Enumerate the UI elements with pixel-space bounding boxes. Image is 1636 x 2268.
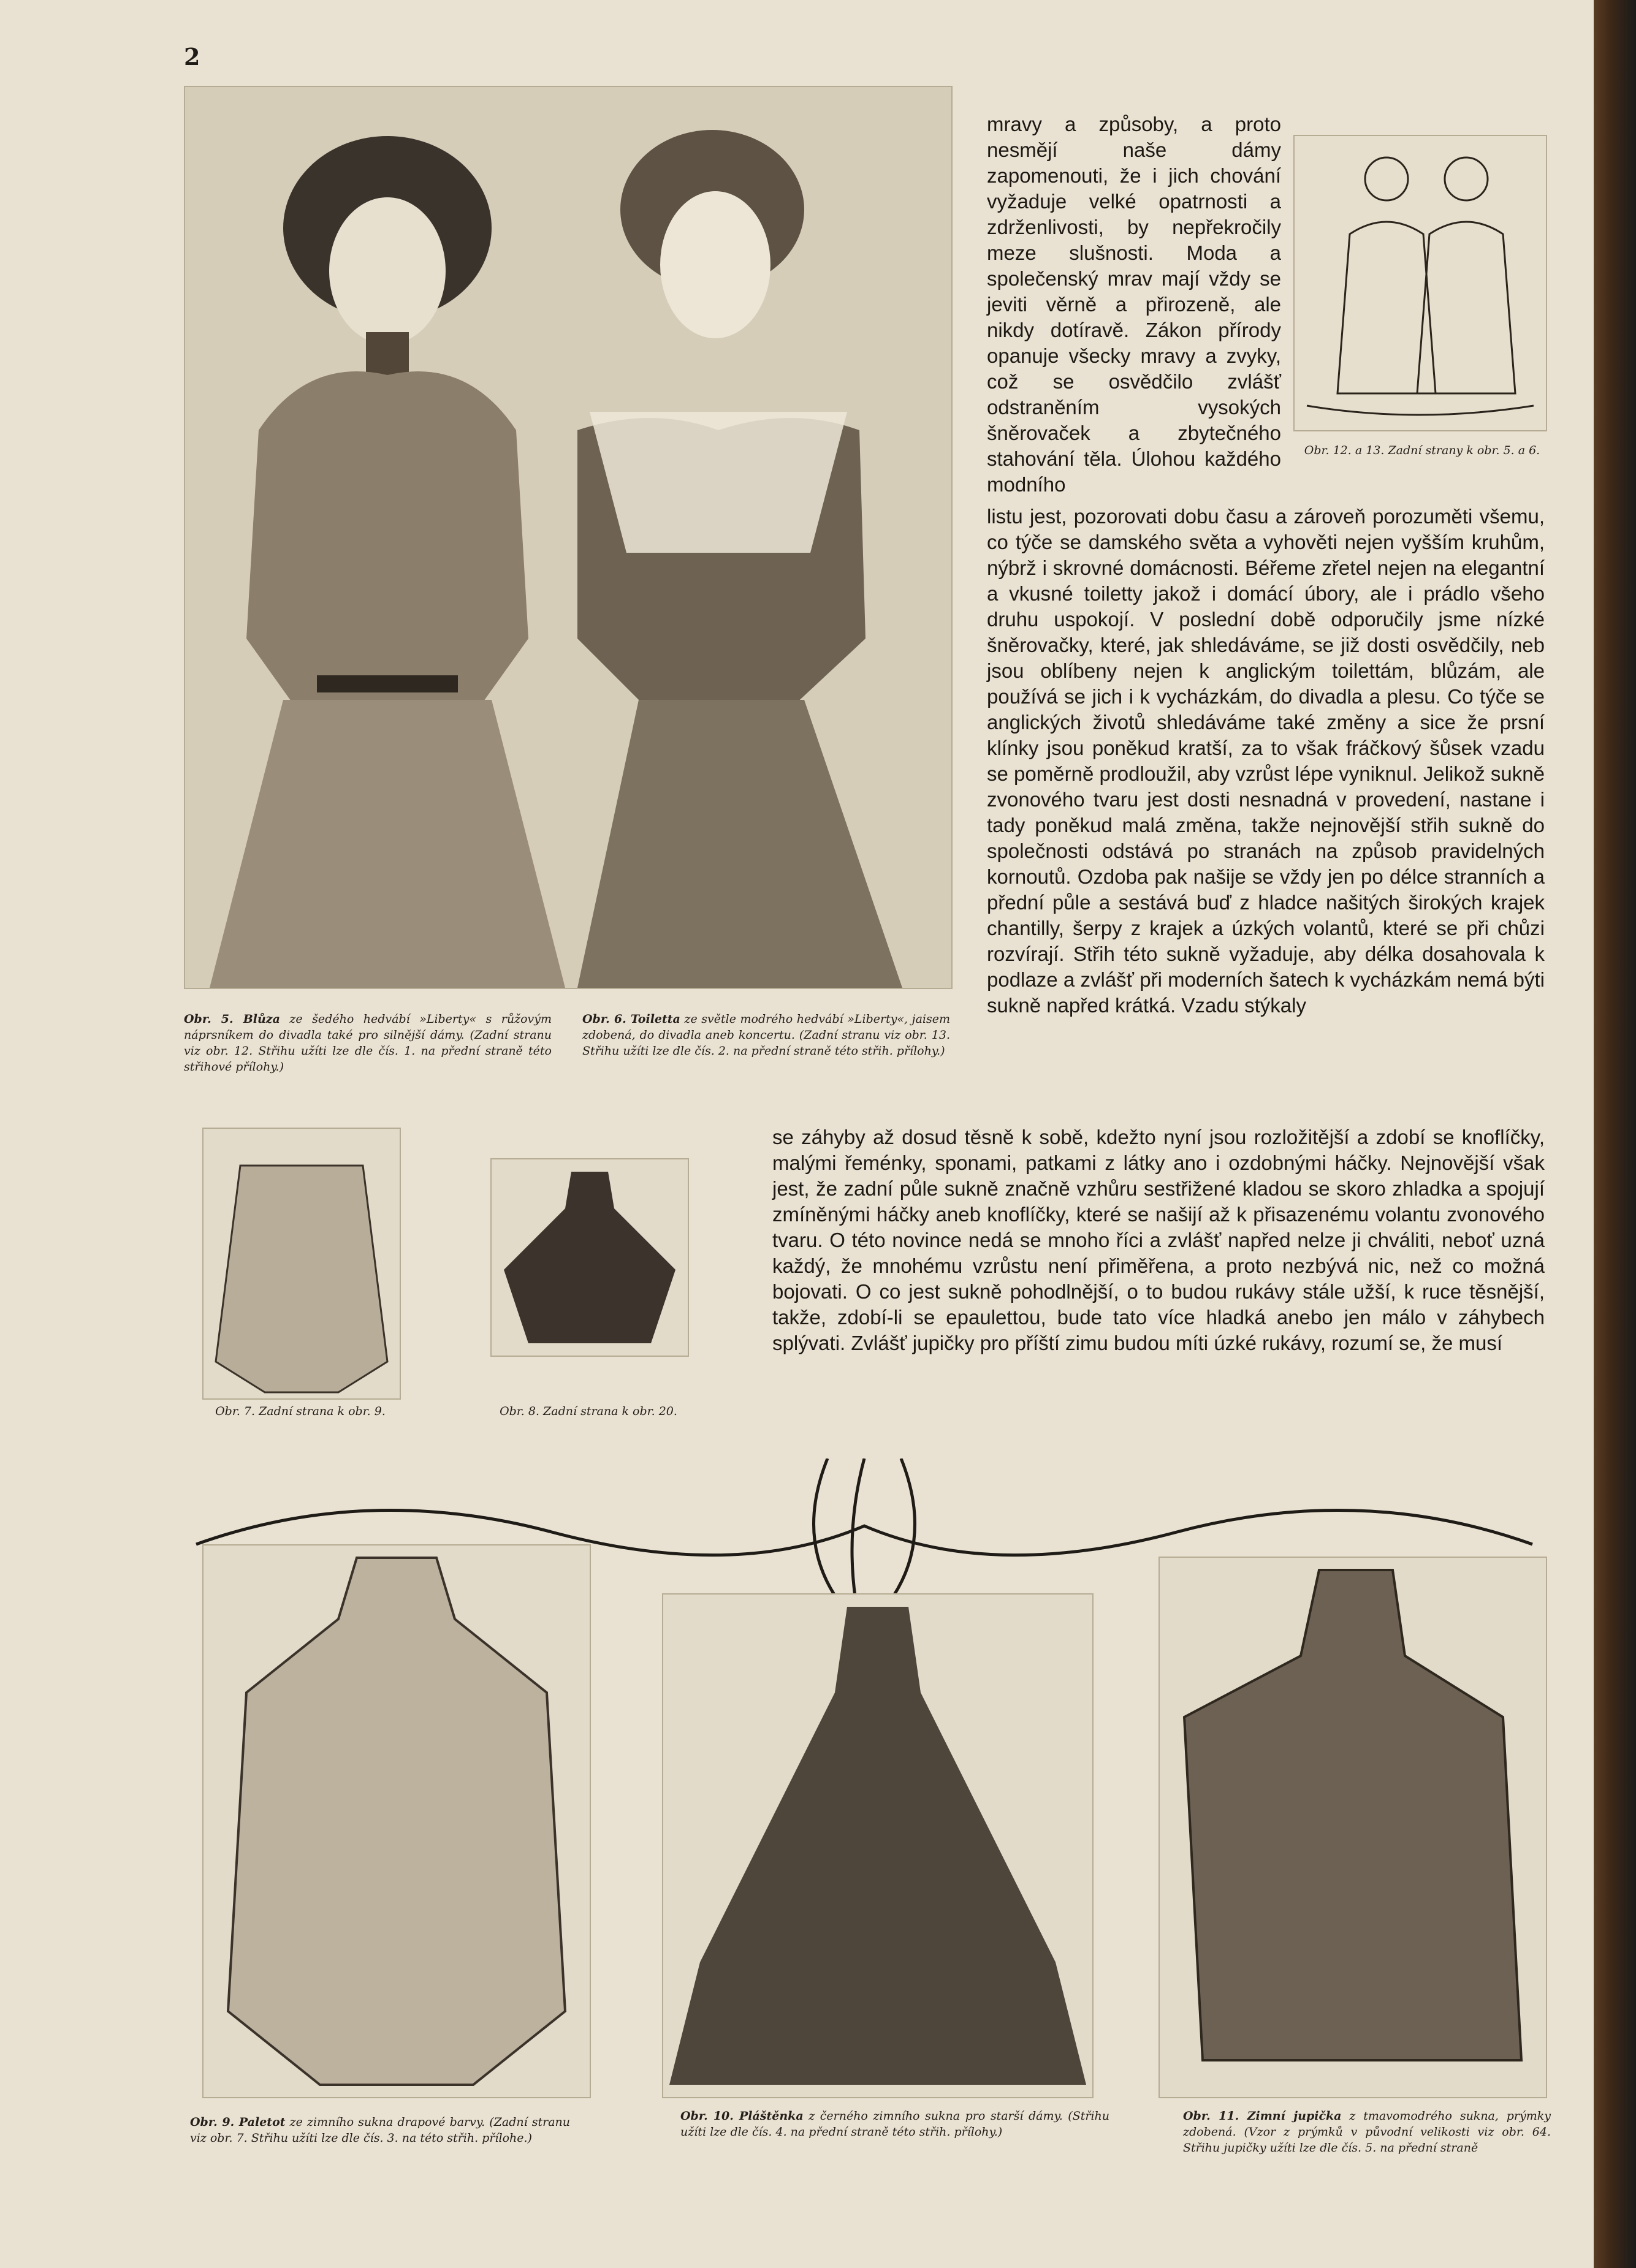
caption-fig11-label: Obr. 11. Zimní jupička: [1183, 2109, 1342, 2123]
caption-fig5: [184, 1011, 552, 1075]
book-binding-edge: [1594, 0, 1636, 2268]
caption-fig9-label: Obr. 9. Paletot: [190, 2115, 286, 2129]
caption-fig10: [680, 2108, 1109, 2140]
caption-fig5-label: Obr. 5. Blůza: [184, 1012, 280, 1026]
caption-fig9: [190, 2114, 570, 2146]
article-text-middle: listu jest, pozorovati dobu času a zároveň porozuměti všemu, co týče se damského světa a vyhověti nejen vyšším kruhům, nýbrž i skrovné domácnosti. Béřeme zřetel nejen na elegantní a vkusné toiletty jakož i domácí úbory, ale i prádlo všeho druhu uspokojí. V poslední době odporučily jsme nízké šněrovačky, které, jak shledáváme, se již dosti osvědčily, neb jsou oblíbeny nejen k anglickým toilettám, blůzám, ale používá se jich i k vycházkám, do divadla a plesu. Co týče se anglických životů shledáváme také změny a sice že prsní klínky jsou poněkud kratší, za to však fráčkový šůsek vzadu se poměrně prodloužil, aby vzrůst lépe vyniknul. Jelikož sukně zvonového tvaru jest dosti nesnadná v provedení, nastane i tady poněkud malá změna, takže nejnovější střih sukně do společnosti odstává po stranách na způsob pravidelných kornoutů. Ozdoba pak našije se vždy jen po délce stranních a přední půle a sestává buď z hladce našitých širokých krajek chantilly, šerpy z krajek a úzkých volantů, které se při chůzi rozvírají. Střih této sukně vyžaduje, aby délka dosahovala k podlaze a zvlášť při moderních šatech k vycházkám nemá býti sukně napřed krátká. Vzadu stýkaly: [987, 505, 1545, 1017]
caption-fig7: Obr. 7. Zadní strana k obr. 9.: [215, 1405, 386, 1418]
caption-fig6: [582, 1011, 950, 1059]
caption-fig9-text: ze zimního sukna drapové barvy. (Zadní stranu viz obr. 7. Střihu užíti lze dle čís. 3. na této střih. přílohe.): [190, 2115, 571, 2145]
illustration-fig5-fig6: [184, 86, 953, 989]
caption-fig11-text: z tmavomodrého sukna, prýmky zdobená. (Vzor z prýmků v původní velikosti viz obr. 64. Střihu jupičky užíti lze dle čís. 5. na přední straně: [1183, 2109, 1551, 2155]
illustration-fig8: [490, 1158, 689, 1357]
illustration-fig7: [202, 1128, 401, 1400]
caption-fig5-text: ze šedého hedvábí »Liberty« s růžovým náprsníkem do divadla také pro silnější dámy. (Zadní stranu viz obr. 12. Střihu užíti lze dle čís. 1. na přední straně této střihové přílohy.): [184, 1012, 552, 1074]
article-text-bottom: se záhyby až dosud těsně k sobě, kdežto nyní jsou rozložitější a zdobí se knoflíčky, malými řeménky, sponami, patkami z látky ano i ozdobnými háčky. Nejnovější však jest, že zadní půle sukně značně vzhůru sestřižené kladou se skoro zhladka a spojují zmíněnými háčky aneb knoflíčky, které se našijí až k přisazenému volantu zvonového tvaru. O této novince nedá se mnoho říci a zvlášť napřed nelze ji chváliti, neboť uzná každý, že mnohému vzrůstu není přiměřena, a proto nezbývá nic, než co možná bojovati. O co jest sukně pohodlnější, o to budou rukávy stále užší, k ruce těsnější, takže, zdobí-li se epaulettou, bude tato více hladká anebo jen málo v záhybech splývati. Zvlášť jupičky pro příští zimu budou míti úzké rukávy, rozumí se, že musí: [772, 1126, 1545, 1354]
caption-fig10-text: z černého zimního sukna pro starší dámy. (Střihu užíti lze dle čís. 4. na přední straně této střih. přílohy.): [680, 2109, 1109, 2139]
caption-fig10-label: Obr. 10. Pláštěnka: [680, 2109, 804, 2123]
caption-fig11: [1183, 2108, 1551, 2156]
page-number: 2: [184, 43, 200, 70]
caption-fig12-13: Obr. 12. a 13. Zadní strany k obr. 5. a 6.: [1304, 444, 1540, 457]
illustration-fig12-fig13: [1293, 135, 1547, 431]
illustration-fig10: [662, 1593, 1094, 2098]
caption-fig6-text: ze světle modrého hedvábí »Liberty«, jaisem zdobená, do divadla aneb koncertu. (Zadní stranu viz obr. 13. Střihu užíti lze dle čís. 2. na přední straně této střih. přílohy.): [582, 1012, 950, 1058]
article-text-top: mravy a způsoby, a proto nesmějí naše dámy zapomenouti, že i jich chování vyžaduje velké opatrnosti a zdrženlivosti, by nepřekročily meze slušnosti. Moda a společenský mrav mají vždy se jeviti věrně a přirozeně, ale nikdy dotíravě. Zákon přírody opanuje všecky mravy a zvyky, což se osvědčilo zvlášť odstraněním vysokých šněrovaček a zbytečného stahování těla. Úlohou každého modního: [987, 113, 1281, 496]
caption-fig8: Obr. 8. Zadní strana k obr. 20.: [500, 1405, 677, 1418]
illustration-fig9: [202, 1544, 591, 2098]
caption-fig6-label: Obr. 6. Toiletta: [582, 1012, 680, 1026]
illustration-fig11: [1159, 1557, 1547, 2098]
